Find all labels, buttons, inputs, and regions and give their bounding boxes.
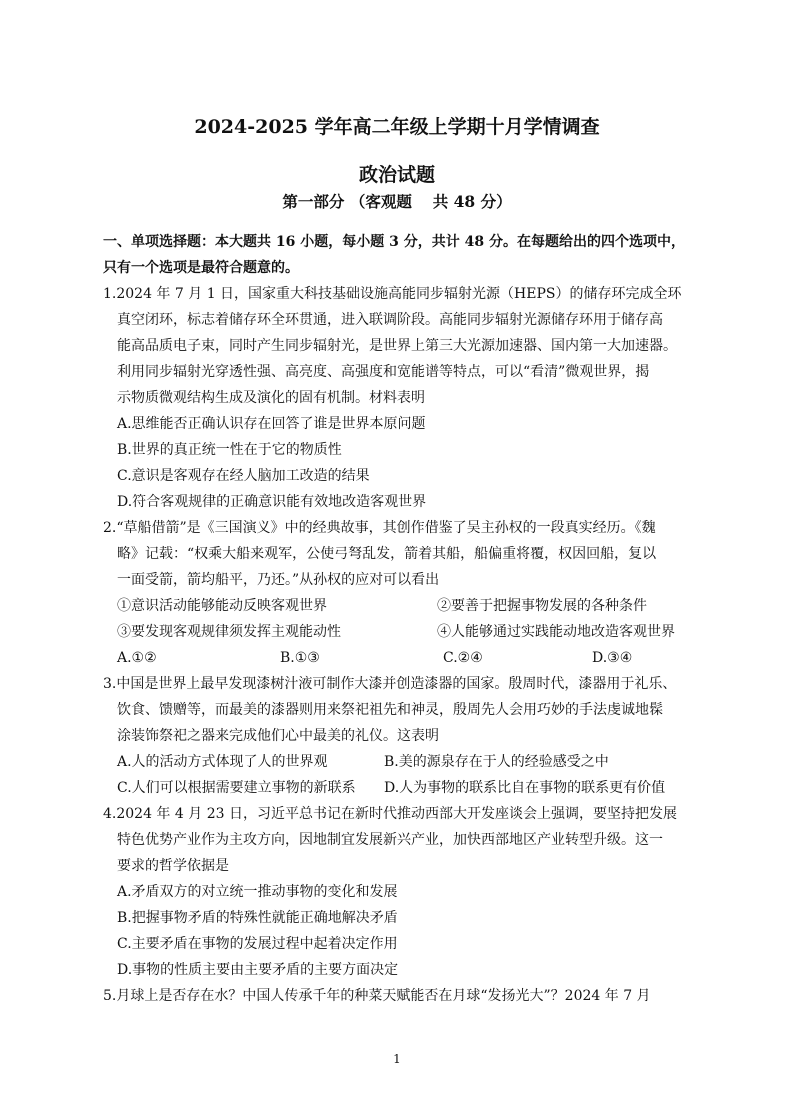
q3-option-c: C.人们可以根据需要建立事物的新联系 — [117, 780, 356, 796]
q2-statement-4: ④人能够通过实践能动地改造客观世界 — [437, 624, 675, 640]
q1-stem-line: 真空闭环，标志着储存环全环贯通，进入联调阶段。高能同步辐射光源储存环用于储存高 — [117, 312, 663, 328]
q2-option-c: C.②④ — [443, 650, 483, 666]
q2-stem-line: 一面受箭，箭均船平，乃还。”从孙权的应对可以看出 — [117, 572, 440, 588]
q2-statement-2: ②要善于把握事物发展的各种条件 — [437, 598, 647, 614]
page-number: 1 — [393, 1052, 401, 1066]
q1-stem-line: 示物质微观结构生成及演化的固有机制。材料表明 — [117, 390, 425, 406]
subject-title: 政治试题 — [358, 164, 435, 186]
q1-option-b: B.世界的真正统一性在于它的物质性 — [117, 442, 342, 458]
q3-stem-line: 涂装饰祭祀之器来完成他们心中最美的礼仪。这表明 — [117, 728, 439, 744]
exam-title: 2024-2025 学年高二年级上学期十月学情调查 — [194, 116, 600, 138]
q2-statement-1: ①意识活动能够能动反映客观世界 — [117, 598, 327, 614]
q4-option-c: C.主要矛盾在事物的发展过程中起着决定作用 — [117, 936, 398, 952]
q5-stem-line: 5.月球上是否存在水？中国人传承千年的种菜天赋能否在月球“发扬光大”？2024 年 7 月 — [103, 988, 651, 1004]
q1-stem-line: 能高品质电子束，同时产生同步辐射光，是世界上第三大光源加速器、国内第一大加速器。 — [117, 338, 677, 354]
part-title: 第一部分 （客观题 共 48 分） — [282, 192, 512, 211]
q2-statement-3: ③要发现客观规律须发挥主观能动性 — [117, 624, 341, 640]
section-instructions-line1: 一、单项选择题：本大题共 16 小题，每小题 3 分，共计 48 分。在每题给出的四个选项中， — [103, 234, 685, 250]
q2-stem-line: 2.“草船借箭”是《三国演义》中的经典故事，其创作借鉴了吴主孙权的一段真实经历。《魏 — [103, 520, 656, 536]
q1-option-d: D.符合客观规律的正确意识能有效地改造客观世界 — [117, 494, 427, 510]
q1-stem-line: 1.2024 年 7 月 1 日，国家重大科技基础设施高能同步辐射光源（HEPS）的储存环完成全环 — [103, 286, 682, 302]
q4-stem-line: 4.2024 年 4 月 23 日，习近平总书记在新时代推动西部大开发座谈会上强调，要坚持把发展 — [103, 806, 677, 822]
q2-stem-line: 略》记载：“权乘大船来观军，公使弓弩乱发，箭着其船，船偏重将覆，权因回船，复以 — [117, 546, 657, 562]
q4-stem-line: 要求的哲学依据是 — [117, 858, 229, 874]
q1-option-c: C.意识是客观存在经人脑加工改造的结果 — [117, 468, 370, 484]
q4-option-a: A.矛盾双方的对立统一推动事物的变化和发展 — [117, 884, 398, 900]
q1-stem-line: 利用同步辐射光穿透性强、高亮度、高强度和宽能谱等特点，可以“看清”微观世界，揭 — [117, 364, 650, 380]
q4-option-d: D.事物的性质主要由主要矛盾的主要方面决定 — [117, 962, 399, 978]
q3-option-b: B.美的源泉存在于人的经验感受之中 — [384, 754, 609, 770]
q3-option-d: D.人为事物的联系比自在事物的联系更有价值 — [384, 780, 666, 796]
q3-stem-line: 3.中国是世界上最早发现漆树汁液可制作大漆并创造漆器的国家。殷周时代，漆器用于礼乐、 — [103, 676, 677, 692]
q4-option-b: B.把握事物矛盾的特殊性就能正确地解决矛盾 — [117, 910, 398, 926]
q2-option-a: A.①② — [117, 650, 157, 666]
q2-option-d: D.③④ — [592, 650, 633, 666]
q1-option-a: A.思维能否正确认识存在回答了谁是世界本原问题 — [117, 416, 426, 432]
q4-stem-line: 特色优势产业作为主攻方向，因地制宜发展新兴产业，加快西部地区产业转型升级。这一 — [117, 832, 663, 848]
section-instructions-line2: 只有一个选项是最符合题意的。 — [103, 260, 299, 276]
q2-option-b: B.①③ — [280, 650, 320, 666]
q3-option-a: A.人的活动方式体现了人的世界观 — [117, 754, 328, 770]
q3-stem-line: 饮食、馈赠等，而最美的漆器则用来祭祀祖先和神灵，殷周先人会用巧妙的手法虔诚地髹 — [117, 702, 663, 718]
